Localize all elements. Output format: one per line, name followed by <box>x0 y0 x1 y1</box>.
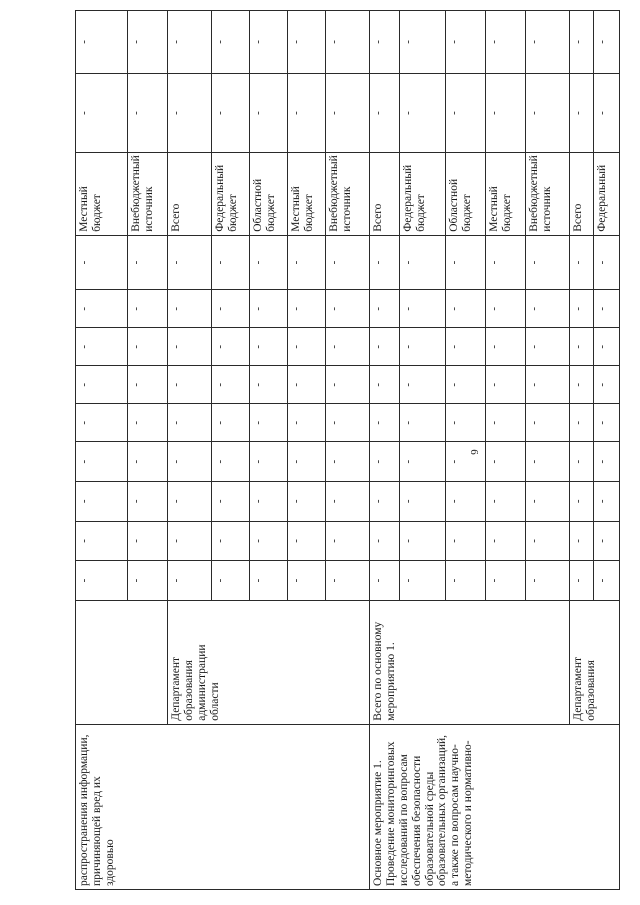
indicator-value-cell: - <box>570 235 594 290</box>
indicator-value-cell: - <box>250 235 288 290</box>
indicator-value-cell: - <box>526 481 570 521</box>
indicator-value-cell: - <box>168 561 212 601</box>
amount-cell: - <box>168 73 212 152</box>
indicator-value-cell: - <box>400 481 446 521</box>
indicator-value-cell: - <box>594 481 620 521</box>
indicator-value-cell: - <box>128 290 168 328</box>
indicator-value-cell: - <box>400 366 446 404</box>
indicator-value-cell: - <box>594 521 620 561</box>
budget-table <box>75 10 620 890</box>
amount-cell: - <box>370 73 400 152</box>
indicator-value-cell: - <box>212 481 250 521</box>
amount-cell: - <box>446 11 486 74</box>
indicator-value-cell: - <box>400 404 446 442</box>
funding-source-cell: Федеральный бюджет <box>400 153 446 236</box>
indicator-value-cell: - <box>400 521 446 561</box>
indicator-value-cell: - <box>594 366 620 404</box>
indicator-value-cell: - <box>168 521 212 561</box>
amount-cell: - <box>526 73 570 152</box>
indicator-value-cell: - <box>212 442 250 482</box>
indicator-value-cell: - <box>446 442 486 482</box>
amount-cell: - <box>526 11 570 74</box>
responsible-executor-cell <box>76 600 168 724</box>
indicator-value-cell: - <box>212 404 250 442</box>
indicator-value-cell: - <box>326 404 370 442</box>
indicator-value-cell: - <box>570 481 594 521</box>
amount-cell: - <box>250 11 288 74</box>
indicator-value-cell: - <box>128 235 168 290</box>
indicator-value-cell: - <box>212 561 250 601</box>
indicator-value-cell: - <box>326 328 370 366</box>
indicator-value-cell: - <box>212 521 250 561</box>
indicator-value-cell: - <box>446 328 486 366</box>
indicator-value-cell: - <box>168 328 212 366</box>
indicator-value-cell: - <box>526 366 570 404</box>
amount-cell: - <box>486 11 526 74</box>
indicator-value-cell: - <box>168 290 212 328</box>
indicator-value-cell: - <box>370 235 400 290</box>
amount-cell: - <box>76 11 128 74</box>
amount-cell: - <box>250 73 288 152</box>
indicator-value-cell: - <box>594 235 620 290</box>
indicator-value-cell: - <box>250 404 288 442</box>
indicator-value-cell: - <box>400 235 446 290</box>
indicator-value-cell: - <box>370 521 400 561</box>
amount-cell: - <box>370 11 400 74</box>
indicator-value-cell: - <box>288 442 326 482</box>
amount-cell: - <box>212 11 250 74</box>
funding-source-cell: Федеральный <box>594 153 620 236</box>
indicator-value-cell: - <box>250 366 288 404</box>
indicator-value-cell: - <box>446 366 486 404</box>
indicator-value-cell: - <box>288 290 326 328</box>
indicator-value-cell: - <box>570 521 594 561</box>
amount-cell: - <box>76 73 128 152</box>
indicator-value-cell: - <box>128 521 168 561</box>
indicator-value-cell: - <box>400 442 446 482</box>
indicator-value-cell: - <box>76 328 128 366</box>
indicator-value-cell: - <box>168 481 212 521</box>
indicator-value-cell: - <box>168 404 212 442</box>
indicator-value-cell: - <box>486 561 526 601</box>
amount-cell: - <box>594 73 620 152</box>
indicator-value-cell: - <box>76 442 128 482</box>
indicator-value-cell: - <box>446 235 486 290</box>
indicator-value-cell: - <box>288 366 326 404</box>
amount-cell: - <box>400 11 446 74</box>
indicator-value-cell: - <box>326 235 370 290</box>
indicator-value-cell: - <box>326 561 370 601</box>
indicator-value-cell: - <box>570 561 594 601</box>
indicator-value-cell: - <box>76 561 128 601</box>
indicator-value-cell: - <box>594 290 620 328</box>
funding-source-cell: Местный бюджет <box>288 153 326 236</box>
amount-cell: - <box>212 73 250 152</box>
indicator-value-cell: - <box>168 366 212 404</box>
indicator-value-cell: - <box>526 290 570 328</box>
indicator-value-cell: - <box>594 442 620 482</box>
funding-source-cell: Областной бюджет <box>446 153 486 236</box>
responsible-executor-cell: Департамент образования администрации области <box>168 600 370 724</box>
table-row <box>370 11 400 890</box>
indicator-value-cell: - <box>370 404 400 442</box>
indicator-value-cell: - <box>446 561 486 601</box>
indicator-value-cell: - <box>76 481 128 521</box>
indicator-value-cell: - <box>570 404 594 442</box>
indicator-value-cell: - <box>486 328 526 366</box>
indicator-value-cell: - <box>486 442 526 482</box>
indicator-value-cell: - <box>128 404 168 442</box>
indicator-value-cell: - <box>570 328 594 366</box>
indicator-value-cell: - <box>250 328 288 366</box>
indicator-value-cell: - <box>486 404 526 442</box>
indicator-value-cell: - <box>526 521 570 561</box>
indicator-value-cell: - <box>400 561 446 601</box>
funding-source-cell: Местный бюджет <box>486 153 526 236</box>
funding-source-cell: Областной бюджет <box>250 153 288 236</box>
indicator-value-cell: - <box>446 404 486 442</box>
indicator-value-cell: - <box>486 366 526 404</box>
indicator-value-cell: - <box>400 328 446 366</box>
amount-cell: - <box>128 11 168 74</box>
indicator-value-cell: - <box>168 442 212 482</box>
indicator-value-cell: - <box>370 290 400 328</box>
indicator-value-cell: - <box>250 442 288 482</box>
indicator-value-cell: - <box>212 290 250 328</box>
indicator-value-cell: - <box>486 235 526 290</box>
amount-cell: - <box>570 11 594 74</box>
indicator-value-cell: - <box>288 404 326 442</box>
indicator-value-cell: - <box>446 521 486 561</box>
indicator-value-cell: - <box>212 235 250 290</box>
amount-cell: - <box>486 73 526 152</box>
funding-source-cell: Внебюджетный источник <box>326 153 370 236</box>
indicator-value-cell: - <box>250 561 288 601</box>
indicator-value-cell: - <box>76 290 128 328</box>
indicator-value-cell: - <box>76 366 128 404</box>
indicator-value-cell: - <box>326 442 370 482</box>
indicator-value-cell: - <box>288 481 326 521</box>
indicator-value-cell: - <box>128 328 168 366</box>
indicator-value-cell: - <box>212 328 250 366</box>
indicator-value-cell: - <box>250 521 288 561</box>
amount-cell: - <box>594 11 620 74</box>
indicator-value-cell: - <box>128 442 168 482</box>
indicator-value-cell: - <box>486 290 526 328</box>
indicator-value-cell: - <box>288 235 326 290</box>
indicator-value-cell: - <box>446 481 486 521</box>
amount-cell: - <box>168 11 212 74</box>
funding-source-cell: Местный бюджет <box>76 153 128 236</box>
activity-name-cell: распространения информации, причиняющей вред их здоровью <box>76 724 370 889</box>
funding-source-cell: Всего <box>168 153 212 236</box>
indicator-value-cell: - <box>370 442 400 482</box>
funding-source-cell: Внебюджетный источник <box>128 153 168 236</box>
indicator-value-cell: - <box>76 404 128 442</box>
funding-source-cell: Всего <box>570 153 594 236</box>
indicator-value-cell: - <box>288 521 326 561</box>
indicator-value-cell: - <box>594 561 620 601</box>
activity-name-cell: Основное мероприятие 1. Проведение мониторинговых исследований по вопросам обеспечения безопасности образовательной среды образовательных организаций, а также по вопросам научно-методического и нормативно- <box>370 724 620 889</box>
indicator-value-cell: - <box>326 290 370 328</box>
indicator-value-cell: - <box>526 328 570 366</box>
page-number: 6 <box>467 449 480 455</box>
amount-cell: - <box>326 73 370 152</box>
amount-cell: - <box>288 11 326 74</box>
funding-source-cell: Всего <box>370 153 400 236</box>
indicator-value-cell: - <box>446 290 486 328</box>
amount-cell: - <box>288 73 326 152</box>
indicator-value-cell: - <box>570 290 594 328</box>
indicator-value-cell: - <box>570 366 594 404</box>
indicator-value-cell: - <box>526 404 570 442</box>
indicator-value-cell: - <box>370 561 400 601</box>
amount-cell: - <box>128 73 168 152</box>
indicator-value-cell: - <box>250 290 288 328</box>
indicator-value-cell: - <box>76 521 128 561</box>
indicator-value-cell: - <box>526 442 570 482</box>
table-row <box>76 11 128 890</box>
amount-cell: - <box>400 73 446 152</box>
indicator-value-cell: - <box>594 404 620 442</box>
indicator-value-cell: - <box>526 235 570 290</box>
indicator-value-cell: - <box>370 328 400 366</box>
indicator-value-cell: - <box>326 521 370 561</box>
indicator-value-cell: - <box>370 366 400 404</box>
indicator-value-cell: - <box>128 366 168 404</box>
indicator-value-cell: - <box>168 235 212 290</box>
indicator-value-cell: - <box>326 366 370 404</box>
amount-cell: - <box>326 11 370 74</box>
funding-source-cell: Внебюджетный источник <box>526 153 570 236</box>
rotated-page-content <box>75 10 608 890</box>
indicator-value-cell: - <box>288 328 326 366</box>
indicator-value-cell: - <box>570 442 594 482</box>
indicator-value-cell: - <box>326 481 370 521</box>
responsible-executor-cell: Департамент образования <box>570 600 620 724</box>
indicator-value-cell: - <box>128 481 168 521</box>
indicator-value-cell: - <box>128 561 168 601</box>
indicator-value-cell: - <box>486 481 526 521</box>
indicator-value-cell: - <box>526 561 570 601</box>
indicator-value-cell: - <box>400 290 446 328</box>
indicator-value-cell: - <box>370 481 400 521</box>
amount-cell: - <box>570 73 594 152</box>
indicator-value-cell: - <box>594 328 620 366</box>
indicator-value-cell: - <box>288 561 326 601</box>
indicator-value-cell: - <box>250 481 288 521</box>
funding-source-cell: Федеральный бюджет <box>212 153 250 236</box>
responsible-executor-cell: Всего по основному мероприятию 1. <box>370 600 570 724</box>
indicator-value-cell: - <box>212 366 250 404</box>
indicator-value-cell: - <box>486 521 526 561</box>
indicator-value-cell: - <box>76 235 128 290</box>
amount-cell: - <box>446 73 486 152</box>
